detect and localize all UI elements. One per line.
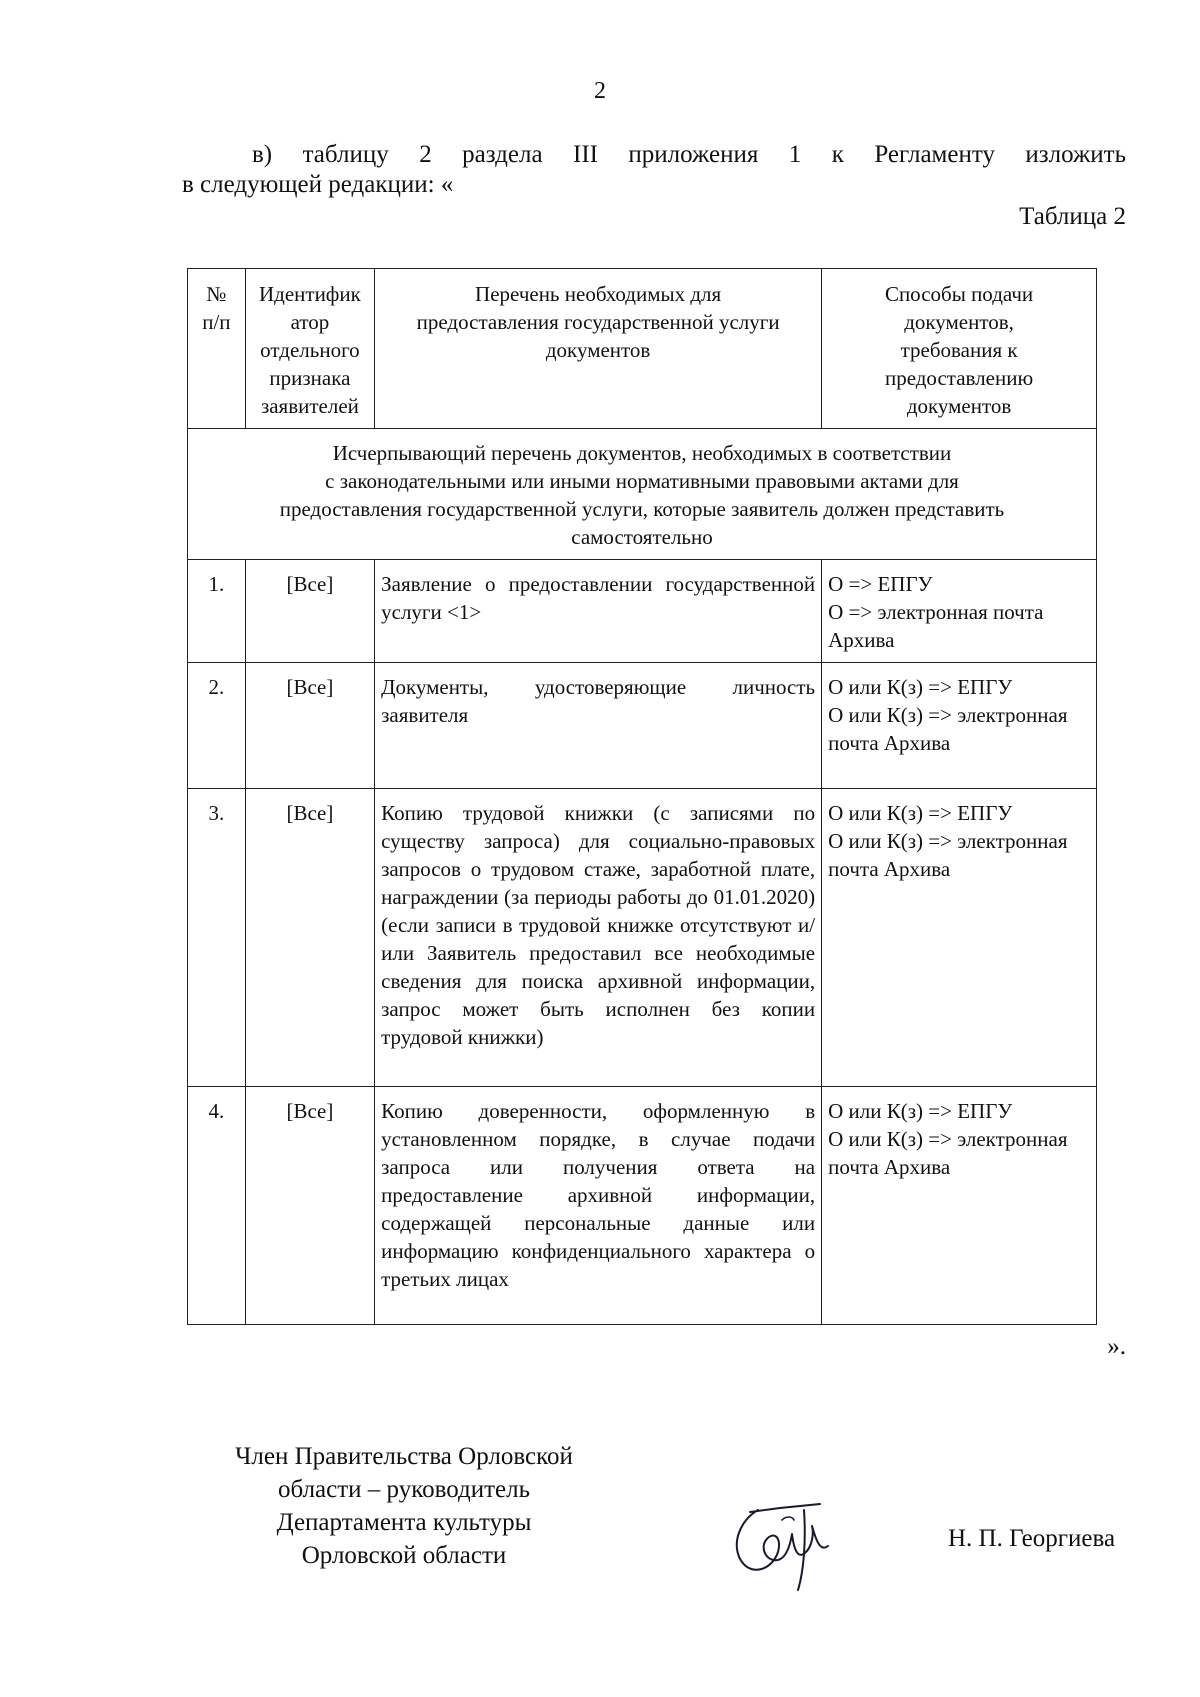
table-row [188,663,1097,789]
row-number: 3. [188,789,246,1087]
header-line: документов, [904,310,1014,334]
section-title [188,429,1097,560]
header-line: документов [906,394,1012,418]
row-identifier: [Все] [245,789,374,1087]
method-line: О или К(з) => ЕПГУ [828,1099,1013,1123]
method-line: О => ЕПГУ [828,572,933,596]
table-header-row [188,269,1097,429]
header-line: № [206,282,227,306]
header-line: заявителей [260,394,359,418]
signatory-position [214,1440,594,1572]
row-document: Копию трудовой книжки (с записями по существу запроса) для социально-правовых запросов о трудовом стаже, заработной плате, награждении (за периоды работы до 01.01.2020) (если записи в трудовой книжке отсутствуют и/или Заявитель предоставил все необходимые сведения для поиска архивной информации, запрос может быть исполнен без копии трудовой книжки) [375,789,822,1087]
row-methods [822,1087,1097,1325]
position-line: Департамента культуры [276,1509,532,1536]
intro-paragraph [182,140,1126,200]
header-line: предоставления государственной услуги [416,310,780,334]
table-row [188,560,1097,663]
signatory-name: Н. П. Георгиева [948,1525,1116,1552]
section-title-line: с законодательными или иными нормативными правовыми актами для [325,469,959,493]
method-line: О или К(з) => электронная почта Архива [828,1127,1068,1179]
header-documents [375,269,822,429]
intro-line-1: в) таблицу 2 раздела III приложения 1 к Регламенту изложить [252,141,1126,168]
section-title-line: Исчерпывающий перечень документов, необходимых в соответствии [332,441,952,465]
table-section-row [188,429,1097,560]
header-line: требования к [900,338,1018,362]
row-identifier: [Все] [245,1087,374,1325]
method-line: О или К(з) => электронная почта Архива [828,829,1068,881]
header-line: Идентифик [258,282,361,306]
header-line: Способы подачи [884,282,1034,306]
section-title-line: самостоятельно [571,525,713,549]
header-line: Перечень необходимых для [475,282,722,306]
row-number: 2. [188,663,246,789]
table-row [188,789,1097,1087]
section-title-line: предоставления государственной услуги, которые заявитель должен представить [279,497,1005,521]
row-methods [822,789,1097,1087]
row-number: 1. [188,560,246,663]
method-line: О или К(з) => ЕПГУ [828,801,1013,825]
table-row [188,1087,1097,1325]
header-line: предоставлению [884,366,1034,390]
row-identifier: [Все] [245,560,374,663]
row-methods [822,663,1097,789]
row-identifier: [Все] [245,663,374,789]
intro-line-2: в следующей редакции: « [182,171,454,198]
row-document: Документы, удостоверяющие личность заявителя [375,663,822,789]
row-methods [822,560,1097,663]
closing-quote: ». [1107,1333,1126,1360]
row-document: Заявление о предоставлении государственной услуги <1> [375,560,822,663]
header-line: атор [290,310,330,334]
header-line: п/п [202,310,231,334]
method-line: О => электронная почта Архива [828,600,1044,652]
position-line: Член Правительства Орловской [235,1443,573,1470]
position-line: области – руководитель [277,1476,531,1503]
header-line: документов [545,338,651,362]
header-number [188,269,246,429]
position-line: Орловской области [301,1542,507,1569]
handwritten-signature [720,1490,840,1600]
table-caption: Таблица 2 [1019,203,1126,230]
method-line: О или К(з) => электронная почта Архива [828,703,1068,755]
documents-table [187,268,1097,1325]
header-line: признака [269,366,351,390]
header-line: отдельного [260,338,360,362]
header-methods [822,269,1097,429]
header-identifier [245,269,374,429]
row-document: Копию доверенности, оформленную в установленном порядке, в случае подачи запроса или получения ответа на предоставление архивной информации, содержащей персональные данные или информацию конфиденциального характера о третьих лицах [375,1087,822,1325]
page-number: 2 [594,78,606,104]
method-line: О или К(з) => ЕПГУ [828,675,1013,699]
row-number: 4. [188,1087,246,1325]
